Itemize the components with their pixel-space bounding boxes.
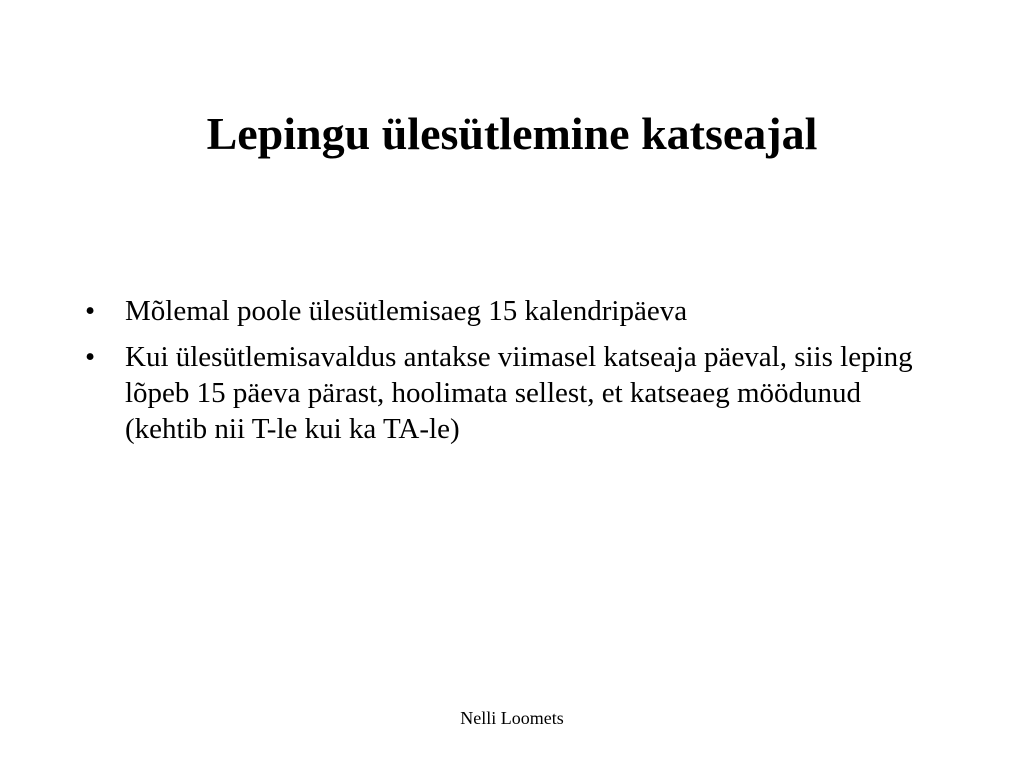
- bullet-icon: •: [85, 295, 96, 327]
- bullet-text: Mõlemal poole ülesütlemisaeg 15 kalendripäeva: [125, 295, 688, 327]
- bullet-item: [85, 339, 945, 447]
- bullet-icon: •: [85, 341, 96, 373]
- footer-author: Nelli Loomets: [460, 708, 564, 728]
- bullet-list: [85, 293, 945, 457]
- bullet-text: Kui ülesütlemisavaldus antakse viimasel katseaja päeval, siis leping lõpeb 15 päeva pärast, hoolimata sellest, et katseaeg möödunud (kehtib nii T-le kui ka TA-le): [125, 341, 913, 445]
- slide-title: Lepingu ülesütlemine katseajal: [206, 108, 818, 159]
- bullet-item: [85, 293, 945, 329]
